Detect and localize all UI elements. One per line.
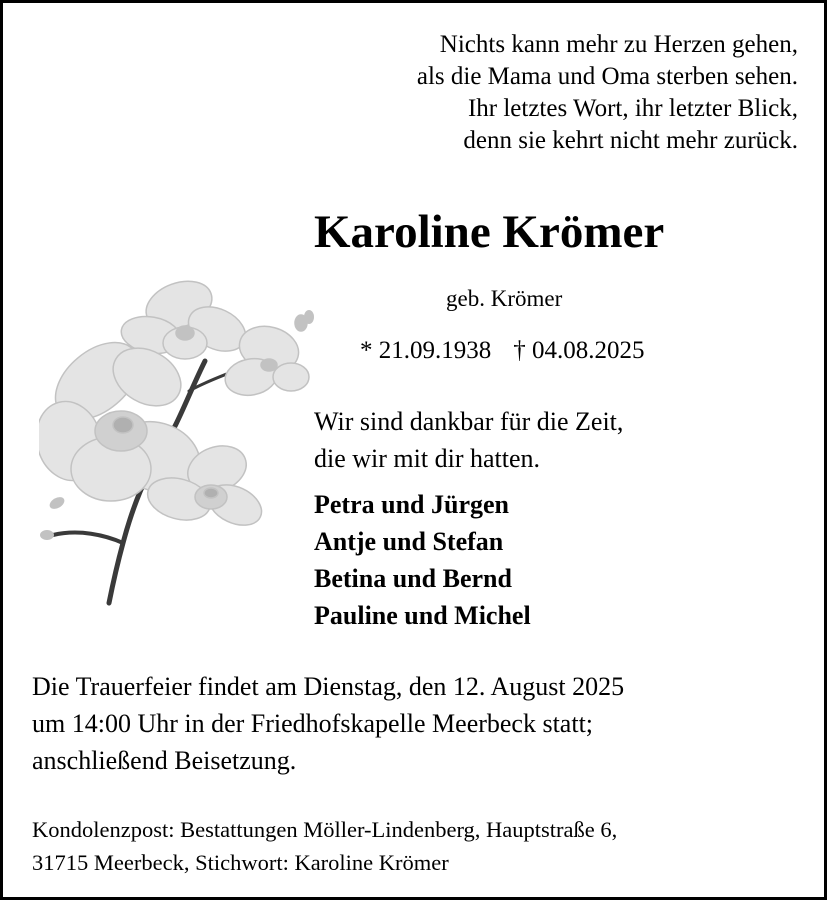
life-dates xyxy=(360,335,645,367)
deceased-name: Karoline Krömer xyxy=(314,206,665,258)
poem-line: denn sie kehrt nicht mehr zurück. xyxy=(463,127,798,154)
gratitude-line: die wir mit dir hatten. xyxy=(314,444,541,473)
orchid-icon xyxy=(39,273,319,623)
mourner-name: Pauline und Michel xyxy=(314,601,531,630)
orchid-blossom-top xyxy=(118,273,252,360)
funeral-ceremony-info xyxy=(32,668,624,779)
mourners-list xyxy=(314,486,531,634)
ceremony-line: um 14:00 Uhr in der Friedhofskapelle Meerbeck statt; xyxy=(32,709,594,738)
maiden-name: geb. Krömer xyxy=(446,286,563,311)
poem-line: Ihr letztes Wort, ihr letzter Blick, xyxy=(467,95,798,122)
poem-line: als die Mama und Oma sterben sehen. xyxy=(416,63,798,90)
birth-date: * 21.09.1938 xyxy=(360,337,492,364)
gratitude-text xyxy=(314,403,623,477)
mourner-name: Betina und Bernd xyxy=(314,564,512,593)
condolence-address xyxy=(32,813,617,879)
poem-line: Nichts kann mehr zu Herzen gehen, xyxy=(439,31,798,58)
condolence-line: Kondolenzpost: Bestattungen Möller-Lindenberg, Hauptstraße 6, xyxy=(32,817,618,842)
gratitude-line: Wir sind dankbar für die Zeit, xyxy=(314,407,624,436)
mourner-name: Antje und Stefan xyxy=(314,527,504,556)
condolence-line: 31715 Meerbeck, Stichwort: Karoline Krömer xyxy=(32,850,449,875)
ceremony-line: anschließend Beisetzung. xyxy=(32,746,297,775)
mourner-name: Petra und Jürgen xyxy=(314,490,509,519)
ceremony-line: Die Trauerfeier findet am Dienstag, den 12. August 2025 xyxy=(32,672,625,701)
poem xyxy=(417,29,798,157)
death-date: † 04.08.2025 xyxy=(513,337,645,364)
